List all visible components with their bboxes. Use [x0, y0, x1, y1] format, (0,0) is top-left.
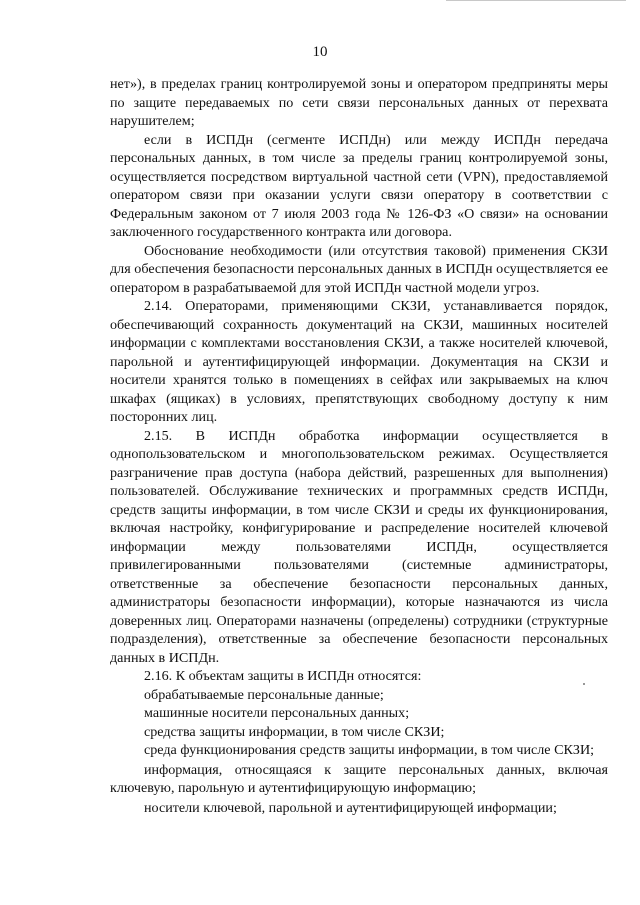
scan-speck — [583, 683, 585, 685]
paragraph-2-14: 2.14. Операторами, применяющими СКЗИ, устанавливается порядок, обеспечивающий сохранность документаций на СКЗИ, машинных носителей информации с комплектами восстановления СКЗИ, а также носителей ключевой, парольной и аутентифицирующей информации. Документация на СКЗИ и носители хранятся только в помещениях в сейфах или закрываемых на ключ шкафах (ящиках) в условиях, препятствующих свободному доступу к ним посторонних лиц. — [110, 298, 608, 425]
list-item-protection-info: информация, относящаяся к защите персональных данных, включая ключевую, парольную и аутентифицирующую информацию; — [110, 761, 608, 796]
paragraph-justification: Обоснование необходимости (или отсутствия таковой) применения СКЗИ для обеспечения безопасности персональных данных в ИСПДн осуществляется ее оператором в разрабатываемой для этой ИСПДн частной модели угроз. — [110, 242, 608, 296]
list-item-personal-data: обрабатываемые персональные данные; — [144, 686, 384, 703]
list-item-machine-media: машинные носители персональных данных; — [144, 705, 410, 721]
paragraph-2-16: 2.16. К объектам защиты в ИСПДн относятся: — [144, 668, 422, 684]
top-edge-rule — [446, 0, 626, 1]
page-number: 10 — [312, 44, 328, 60]
list-item-key-media: носители ключевой, парольной и аутентифицирующей информации; — [144, 799, 557, 816]
paragraph-interception: нет»), в пределах границ контролируемой зоны и оператором предприняты меры по защите передаваемых по сети связи персональных данных от перехвата нарушителем; — [110, 76, 608, 129]
list-item-protection-tools: средства защиты информации, в том числе СКЗИ; — [144, 723, 445, 740]
list-item-environment: среда функционирования средств защиты информации, в том числе СКЗИ; — [144, 742, 595, 758]
document-body — [110, 75, 608, 817]
paragraph-vpn: если в ИСПДн (сегменте ИСПДн) или между ИСПДн передача персональных данных, в том числе за пределы границ контролируемой зоны, осуществляется посредством виртуальной частной сети (VPN), предоставляемой оператором связи при оказании услуги связи оператору в соответствии с Федеральным законом от 7 июля 2003 года № 126-ФЗ «О связи» на основании заключенного государственного контракта или договора. — [110, 131, 608, 240]
paragraph-2-15: 2.15. В ИСПДн обработка информации осуществляется в однопользовательском и многопользовательском режимах. Осуществляется разграничение прав доступа (набора действий, разрешенных для выполнения) пользователей. Обслуживание технических и программных средств ИСПДн, средств защиты информации, в том числе СКЗИ и среды их функционирования, включая настройку, конфигурирование и распределение носителей ключевой информации между пользователями ИСПДн, осуществляется привилегированными пользователями (системные администраторы, ответственные за обеспечение безопасности персональных данных, администраторы безопасности информации), которые назначаются из числа доверенных лиц. Операторами назначены (определены) сотрудники (структурные подразделения), ответственные за обеспечение безопасности персональных данных в ИСПДн. — [110, 427, 608, 666]
